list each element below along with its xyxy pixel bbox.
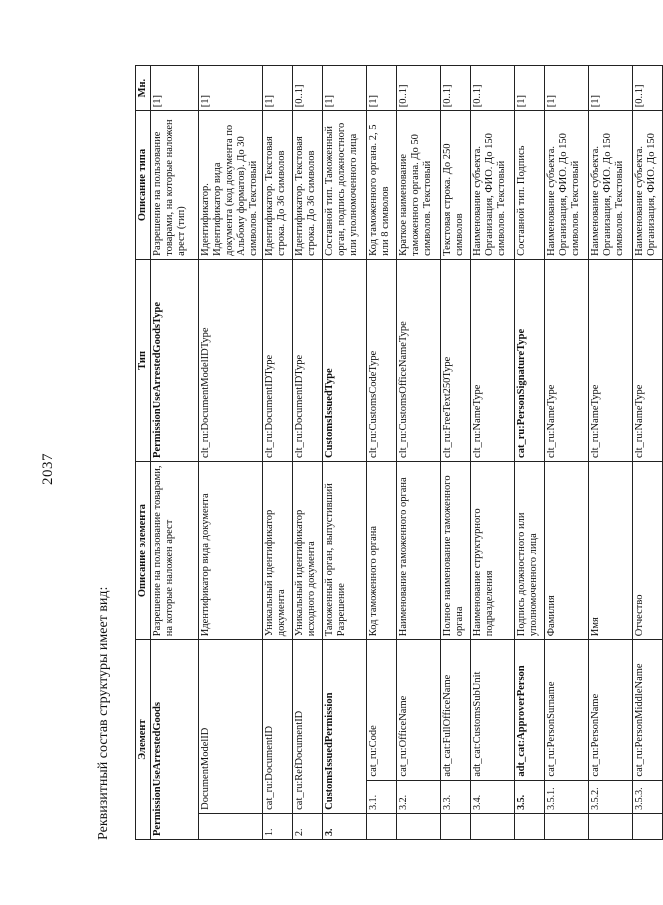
cell-type-description: Идентификатор. Идентификатор вида документа (код документа по Альбому форматов). До 30 символов. Текстовый xyxy=(199,111,263,260)
cell-multiplicity: [1] xyxy=(589,66,633,111)
cell-type-description: Составной тип. Подпись xyxy=(515,111,545,260)
cell-element: adt_cat:FullOfficeName xyxy=(441,640,471,780)
cell-spacer xyxy=(199,813,263,839)
cell-type: clt_ru:CustomsCodeType xyxy=(367,259,397,461)
header-description: Описание элемента xyxy=(136,461,151,639)
cell-type: clt_ru:DocumentModelIDType xyxy=(199,259,263,461)
cell-type-description: Текстовая строка. До 250 символов xyxy=(441,111,471,260)
cell-spacer xyxy=(589,813,633,839)
cell-spacer xyxy=(633,813,663,839)
cell-multiplicity: [1] xyxy=(151,66,199,111)
cell-description: Уникальный идентификатор исходного документа xyxy=(293,461,323,639)
cell-type-description: Идентификатор. Текстовая строка. До 36 символов xyxy=(293,111,323,260)
table-row xyxy=(441,66,471,840)
cell-multiplicity: [1] xyxy=(515,66,545,111)
cell-num: 3.3. xyxy=(441,780,471,813)
table-row xyxy=(293,66,323,840)
header-type-description: Описание типа xyxy=(136,111,151,260)
table-row xyxy=(633,66,663,840)
cell-spacer xyxy=(441,813,471,839)
table-row xyxy=(263,66,293,840)
cell-element: cat_ru:PersonMiddleName xyxy=(633,640,663,780)
cell-num: 3.5.3. xyxy=(633,780,663,813)
cell-type-description: Краткое наименование таможенного органа. До 50 символов. Текстовый xyxy=(397,111,441,260)
cell-description: Таможенный орган, выпустивший Разрешение xyxy=(323,461,367,639)
requisites-table xyxy=(135,65,663,840)
cell-multiplicity: [1] xyxy=(199,66,263,111)
page-number: 2037 xyxy=(40,453,56,485)
cell-type: clt_ru:DocumentIDType xyxy=(293,259,323,461)
cell-num: 3.5.1. xyxy=(545,780,589,813)
cell-element: cat_ru:DocumentID xyxy=(263,640,293,814)
cell-num: 3.5.2. xyxy=(589,780,633,813)
cell-multiplicity: [0..1] xyxy=(397,66,441,111)
cell-multiplicity: [0..1] xyxy=(441,66,471,111)
table-row xyxy=(471,66,515,840)
header-multiplicity: Мн. xyxy=(136,66,151,111)
cell-description: Наименование структурного подразделения xyxy=(471,461,515,639)
cell-num: 3.1. xyxy=(367,780,397,813)
cell-spacer xyxy=(397,813,441,839)
cell-element: cat_ru:Code xyxy=(367,640,397,780)
cell-num: 3.5. xyxy=(515,780,545,813)
cell-description: Полное наименование таможенного органа xyxy=(441,461,471,639)
cell-type: clt_ru:NameType xyxy=(589,259,633,461)
cell-element: cat_ru:OfficeName xyxy=(397,640,441,780)
cell-type: clt_ru:NameType xyxy=(545,259,589,461)
cell-element: cat_ru:PersonSurname xyxy=(545,640,589,780)
cell-element: CustomsIssuedPermission xyxy=(323,640,367,814)
cell-description: Имя xyxy=(589,461,633,639)
cell-description: Идентификатор вида документа xyxy=(199,461,263,639)
cell-type: clt_ru:NameType xyxy=(471,259,515,461)
cell-multiplicity: [1] xyxy=(323,66,367,111)
table-row xyxy=(199,66,263,840)
intro-text: Реквизитный состав структуры имеет вид: xyxy=(96,586,111,840)
cell-spacer xyxy=(367,813,397,839)
cell-description: Разрешение на пользование товарами, на которые наложен арест xyxy=(151,461,199,639)
cell-multiplicity: [0..1] xyxy=(293,66,323,111)
cell-description: Наименование таможенного органа xyxy=(397,461,441,639)
cell-num: 3.4. xyxy=(471,780,515,813)
cell-num: 1. xyxy=(263,813,293,839)
cell-type: clt_ru:CustomsOfficeNameType xyxy=(397,259,441,461)
cell-type-description: Код таможенного органа. 2, 5 или 8 символов xyxy=(367,111,397,260)
table-row xyxy=(151,66,199,840)
table-row xyxy=(589,66,633,840)
cell-element: cat_ru:PersonName xyxy=(589,640,633,780)
cell-element: PermissionUseArrestedGoods xyxy=(151,640,199,840)
cell-type-description: Наименование субъекта. Организация, ФИО. До 150 символов. Текстовый xyxy=(589,111,633,260)
cell-type: cat_ru:PersonSignatureType xyxy=(515,259,545,461)
cell-description: Подпись должностного или уполномоченного лица xyxy=(515,461,545,639)
cell-multiplicity: [1] xyxy=(367,66,397,111)
cell-type-description: Идентификатор. Текстовая строка. До 36 символов xyxy=(263,111,293,260)
table-row xyxy=(323,66,367,840)
cell-element: adt_cat:CustomsSubUnit xyxy=(471,640,515,780)
table-row xyxy=(515,66,545,840)
cell-spacer xyxy=(471,813,515,839)
cell-description: Код таможенного органа xyxy=(367,461,397,639)
cell-num: 2. xyxy=(293,813,323,839)
cell-spacer xyxy=(515,813,545,839)
table-row xyxy=(367,66,397,840)
cell-type: CustomsIssuedType xyxy=(323,259,367,461)
header-element: Элемент xyxy=(136,640,151,840)
cell-multiplicity: [1] xyxy=(263,66,293,111)
cell-description: Уникальный идентификатор документа xyxy=(263,461,293,639)
cell-type: clt_ru:DocumentIDType xyxy=(263,259,293,461)
cell-type-description: Разрешение на пользование товарами, на которые наложен арест (тип) xyxy=(151,111,199,260)
cell-multiplicity: [0..1] xyxy=(633,66,663,111)
cell-multiplicity: [1] xyxy=(545,66,589,111)
cell-type-description: Составной тип. Таможенный орган, подпись должностного или уполномоченного лица xyxy=(323,111,367,260)
table-row xyxy=(397,66,441,840)
cell-type: clt_ru:FreeText250Type xyxy=(441,259,471,461)
table-row xyxy=(545,66,589,840)
cell-num: 3.2. xyxy=(397,780,441,813)
cell-type-description: Наименование субъекта. Организация, ФИО. До 150 xyxy=(633,111,663,260)
cell-type: PermissionUseArrestedGoodsType xyxy=(151,259,199,461)
cell-type-description: Наименование субъекта. Организация, ФИО. До 150 символов. Текстовый xyxy=(545,111,589,260)
cell-type: clt_ru:NameType xyxy=(633,259,663,461)
cell-description: Отчество xyxy=(633,461,663,639)
table-header-row xyxy=(136,66,151,840)
cell-description: Фамилия xyxy=(545,461,589,639)
cell-num: 3. xyxy=(323,813,367,839)
cell-element: cat_ru:RefDocumentID xyxy=(293,640,323,814)
cell-element: adt_cat:ApproverPerson xyxy=(515,640,545,780)
cell-type-description: Наименование субъекта. Организация, ФИО. До 150 символов. Текстовый xyxy=(471,111,515,260)
header-type: Тип xyxy=(136,259,151,461)
cell-spacer xyxy=(545,813,589,839)
cell-element: DocumentModelID xyxy=(199,640,263,814)
cell-multiplicity: [0..1] xyxy=(471,66,515,111)
